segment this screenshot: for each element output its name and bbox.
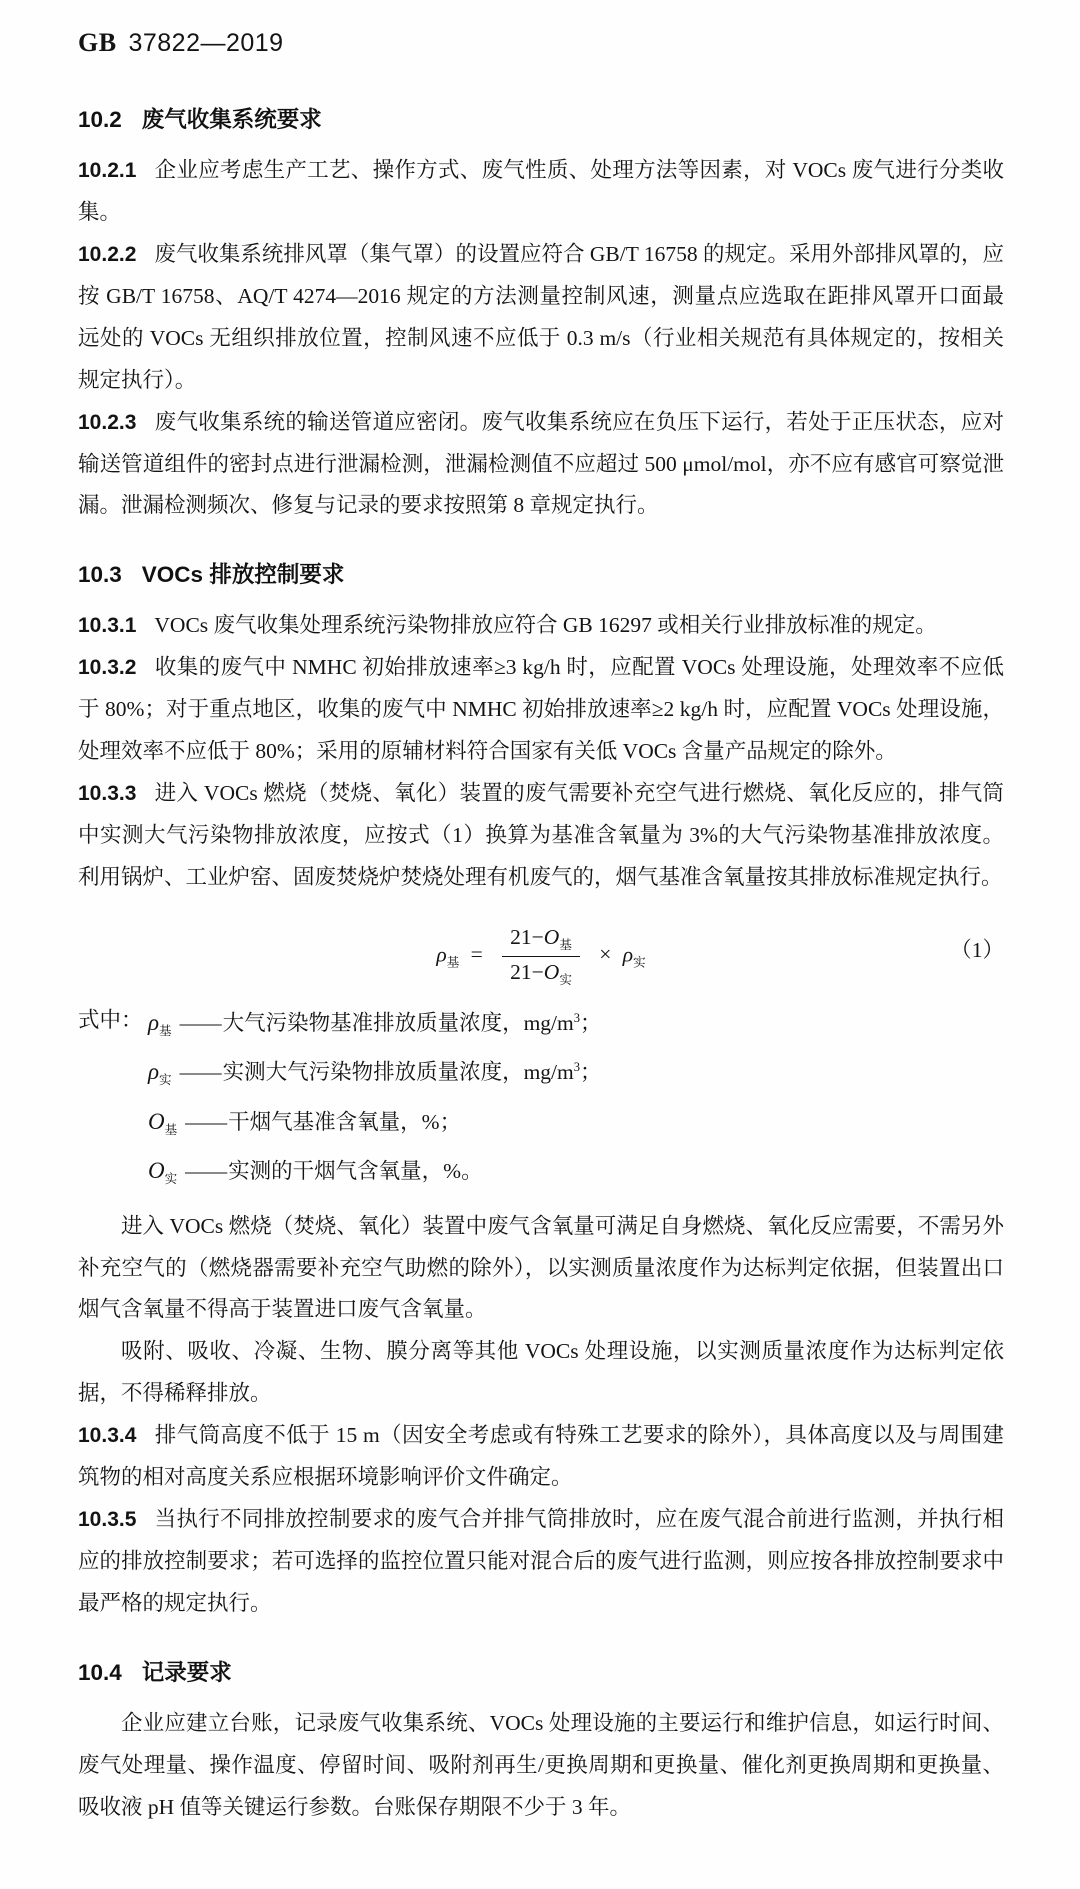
- subscript: 实: [164, 1172, 178, 1187]
- subscript-base: 基: [559, 937, 572, 952]
- clause-number: 10.2.3: [78, 410, 137, 434]
- legend-punct: ；: [579, 1060, 602, 1085]
- rho-symbol: ρ: [622, 942, 634, 967]
- subscript: 基: [164, 1122, 178, 1137]
- section-title: VOCs 排放控制要求: [141, 562, 345, 588]
- superscript: 3: [573, 1060, 580, 1075]
- standard-prefix: GB: [78, 28, 117, 57]
- equals-sign: =: [470, 942, 483, 967]
- clause-text: 废气收集系统排风罩（集气罩）的设置应符合 GB/T 16758 的规定。采用外部排风罩的，应按 GB/T 16758、AQ/T 4274—2016 规定的方法测量控制风速，测量点应选取在距排风罩开口面最远处的 VOCs 无组织排放位置，控制风速不应低于 0.3 m/s（行业相关规范有具体规定的，按相关规定执行）。: [78, 241, 1004, 392]
- clause-number: 10.3.5: [78, 1508, 137, 1532]
- equation-body: [436, 915, 645, 988]
- section-title: 废气收集系统要求: [141, 107, 322, 132]
- legend-dash: ——: [179, 1010, 221, 1035]
- subscript-actual: 实: [559, 972, 572, 987]
- formula-legend: [78, 998, 1004, 1196]
- rho-symbol: ρ: [436, 942, 447, 967]
- fraction-denominator: [502, 957, 580, 988]
- clause-10-3-3: [78, 773, 1004, 899]
- legend-item: [148, 1047, 1004, 1096]
- subscript: 实: [159, 1073, 172, 1088]
- rho-symbol: ρ: [148, 1059, 160, 1085]
- paragraph-other-facilities: 吸附、吸收、冷凝、生物、膜分离等其他 VOCs 处理设施，以实测质量浓度作为达标判定依据，不得稀释排放。: [78, 1339, 1004, 1406]
- clause-number: 10.3.4: [78, 1424, 137, 1448]
- legend-text: 实测大气污染物排放质量浓度，mg/m: [222, 1060, 574, 1085]
- subscript: 基: [159, 1023, 172, 1038]
- section-heading-10-2: [78, 102, 1004, 134]
- legend-punct: ；: [439, 1109, 462, 1134]
- oxygen-symbol: O: [543, 959, 560, 984]
- clause-text: 当执行不同排放控制要求的废气合并排气筒排放时，应在废气混合前进行监测，并执行相应的排放控制要求；若可选择的监控位置只能对混合后的废气进行监测，则应按各排放控制要求中最严格的规定执行。: [78, 1507, 1004, 1615]
- clause-10-2-3: [78, 402, 1004, 528]
- clause-text: 企业应考虑生产工艺、操作方式、废气性质、处理方法等因素，对 VOCs 废气进行分类收集。: [78, 158, 1004, 224]
- clause-10-3-5: [78, 1499, 1004, 1625]
- clause-number: 10.3.2: [78, 656, 137, 680]
- oxygen-symbol: O: [543, 924, 560, 949]
- legend-text: 实测的干烟气含氧量，%: [228, 1159, 462, 1184]
- clause-10-3-1: [78, 605, 1004, 647]
- clause-number: 10.2.1: [78, 159, 137, 182]
- section-number: 10.2: [78, 107, 122, 132]
- legend-dash: ——: [179, 1060, 221, 1085]
- clause-text: 收集的废气中 NMHC 初始排放速率≥3 kg/h 时，应配置 VOCs 处理设施，处理效率不应低于 80%；对于重点地区，收集的废气中 NMHC 初始排放速率≥2 kg/h 时，应配置 VOCs 处理设施，处理效率不应低于 80%；采用的原辅材料符合国家有关低 VOCs 含量产品规定的除外。: [78, 655, 1004, 764]
- paragraph-oxygen-note: 进入 VOCs 燃烧（焚烧、氧化）装置中废气含氧量可满足自身燃烧、氧化反应需要，不需另外补充空气的（燃烧器需要补充空气助燃的除外），以实测质量浓度作为达标判定依据，但装置出口烟气含氧量不得高于装置进口废气含氧量。: [78, 1213, 1004, 1322]
- clause-10-2-1: [78, 150, 1004, 234]
- section-number: 10.3: [78, 562, 122, 588]
- legend-text: 大气污染物基准排放质量浓度，mg/m: [222, 1010, 574, 1035]
- section-number: 10.4: [78, 1659, 122, 1685]
- legend-item: [148, 1097, 1004, 1146]
- legend-dash: ——: [185, 1159, 227, 1184]
- clause-10-3-2: [78, 647, 1004, 773]
- clause-number: 10.2.2: [78, 242, 137, 266]
- oxygen-symbol: O: [148, 1158, 165, 1184]
- clause-10-3-4: [78, 1415, 1004, 1499]
- denominator-constant: 21−: [510, 959, 544, 984]
- fraction: [502, 925, 580, 988]
- section-heading-10-3: [78, 557, 1004, 589]
- oxygen-symbol: O: [148, 1108, 165, 1134]
- section-heading-10-4: [78, 1655, 1004, 1687]
- standard-code: 37822—2019: [128, 29, 284, 57]
- legend-text: 干烟气基准含氧量，%: [228, 1109, 440, 1134]
- numerator-constant: 21−: [510, 924, 544, 949]
- clause-text: 排气筒高度不低于 15 m（因安全考虑或有特殊工艺要求的除外），具体高度以及与周围建筑物的相对高度关系应根据环境影响评价文件确定。: [78, 1423, 1004, 1490]
- legend-dash: ——: [185, 1109, 227, 1134]
- clause-text: 进入 VOCs 燃烧（焚烧、氧化）装置的废气需要补充空气进行燃烧、氧化反应的，排气筒中实测大气污染物排放浓度，应按式（1）换算为基准含氧量为 3%的大气污染物基准排放浓度。利用锅炉、工业炉窑、固废焚烧炉焚烧处理有机废气的，烟气基准含氧量按其排放标准规定执行。: [78, 781, 1004, 889]
- legend-punct: ；: [579, 1010, 602, 1035]
- section-title: 记录要求: [141, 1659, 232, 1685]
- legend-punct: 。: [461, 1159, 483, 1184]
- clause-number: 10.3.3: [78, 782, 137, 806]
- clause-text: 废气收集系统的输送管道应密闭。废气收集系统应在负压下运行，若处于正压状态，应对输送管道组件的密封点进行泄漏检测，泄漏检测值不应超过 500 μmol/mol，亦不应有感官可察觉泄漏。泄漏检测频次、修复与记录的要求按照第 8 章规定执行。: [78, 409, 1004, 518]
- clause-text: VOCs 废气收集处理系统污染物排放应符合 GB 16297 或相关行业排放标准的规定。: [154, 613, 937, 638]
- subscript-actual: 实: [633, 955, 646, 970]
- multiply-sign: ×: [599, 942, 612, 967]
- clause-number: 10.3.1: [78, 614, 137, 638]
- subscript-base: 基: [446, 955, 460, 970]
- paragraph-record-keeping: 企业应建立台账，记录废气收集系统、VOCs 处理设施的主要运行和维护信息，如运行时间、废气处理量、操作温度、停留时间、吸附剂再生/更换周期和更换量、催化剂更换周期和更换量、吸收液 pH 值等关键运行参数。台账保存期限不少于 3 年。: [78, 1710, 1004, 1819]
- legend-item: [148, 1146, 1004, 1195]
- where-label: 式中：: [78, 1007, 143, 1032]
- legend-item: [148, 998, 1004, 1047]
- fraction-numerator: [502, 925, 580, 957]
- clause-10-2-2: [78, 234, 1004, 402]
- equation-number: （1）: [950, 938, 1004, 963]
- rho-symbol: ρ: [148, 1009, 160, 1035]
- superscript: 3: [573, 1010, 580, 1025]
- equation-1: [78, 915, 1004, 988]
- standard-number: [78, 28, 1004, 58]
